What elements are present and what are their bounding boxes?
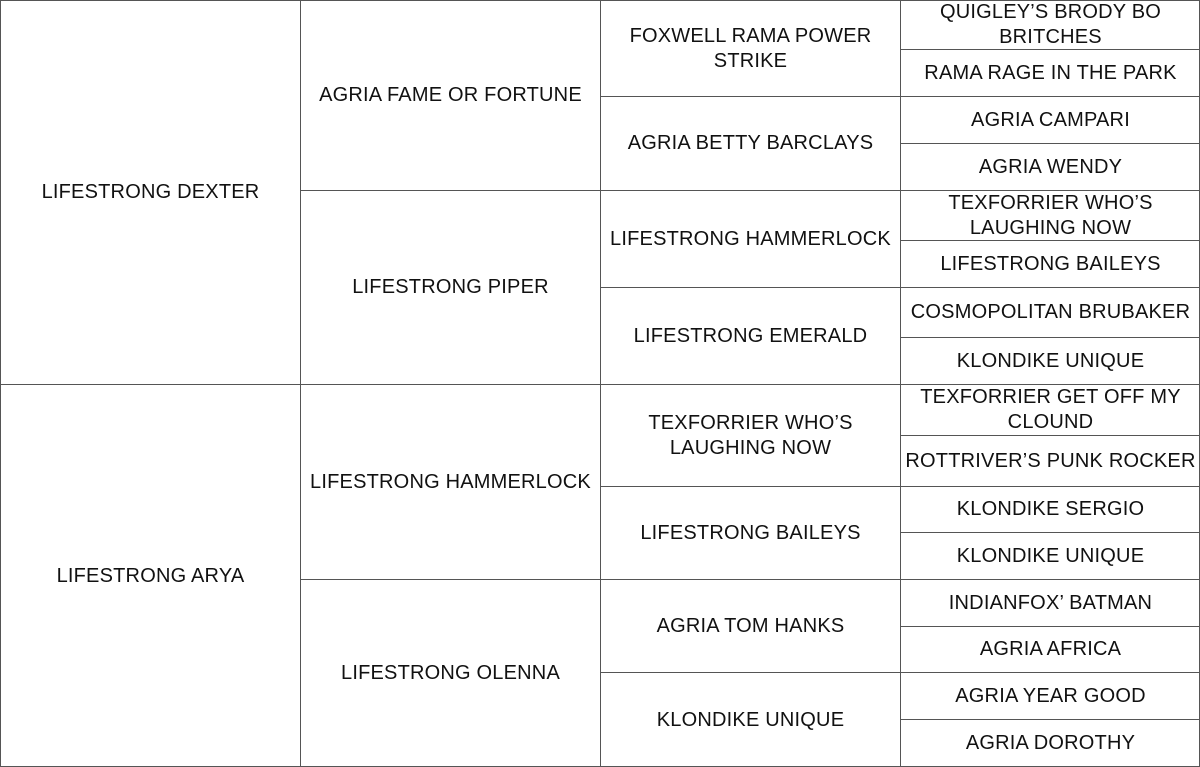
- pedigree-cell-gen4: [900, 435, 1200, 486]
- ancestor-name: KLONDIKE SERGIO: [956, 498, 1145, 520]
- pedigree-cell-gen4: [900, 143, 1200, 190]
- pedigree-cell-gen3: [600, 579, 900, 672]
- pedigree-cell-gen4: [900, 532, 1200, 579]
- ancestor-name: LIFESTRONG EMERALD: [633, 324, 868, 347]
- ancestor-name: LIFESTRONG PIPER: [352, 276, 549, 298]
- ancestor-name: AGRIA FAME OR FORTUNE: [319, 84, 582, 106]
- ancestor-name: LIFESTRONG DEXTER: [41, 181, 260, 203]
- pedigree-cell-gen4: [900, 190, 1200, 240]
- pedigree-cell-gen4: [900, 719, 1200, 767]
- ancestor-name: AGRIA AFRICA: [979, 638, 1122, 660]
- ancestor-name: LIFESTRONG BAILEYS: [940, 252, 1161, 275]
- pedigree-cell-gen4: [900, 626, 1200, 672]
- pedigree-cell-gen1: [0, 0, 300, 384]
- pedigree-cell-gen4: [900, 49, 1200, 96]
- pedigree-cell-gen3: [600, 672, 900, 767]
- ancestor-name: ROTTRIVER’S PUNK ROCKER: [905, 449, 1196, 472]
- ancestor-name: AGRIA BETTY BARCLAYS: [627, 132, 874, 154]
- pedigree-cell-gen3: [600, 384, 900, 486]
- pedigree-cell-gen3: [600, 190, 900, 287]
- ancestor-name: AGRIA CAMPARI: [971, 108, 1130, 131]
- pedigree-cell-gen4: [900, 672, 1200, 719]
- pedigree-cell-gen4: [900, 337, 1200, 384]
- ancestor-name: RAMA RAGE IN THE PARK: [924, 61, 1177, 84]
- pedigree-cell-gen4: [900, 384, 1200, 435]
- pedigree-cell-gen2: [300, 190, 600, 384]
- pedigree-cell-gen2: [300, 384, 600, 579]
- pedigree-cell-gen4: [900, 96, 1200, 143]
- pedigree-cell-gen4: [900, 0, 1200, 49]
- pedigree-cell-gen2: [300, 0, 600, 190]
- pedigree-cell-gen3: [600, 486, 900, 579]
- ancestor-name: COSMOPOLITAN BRUBAKER: [910, 301, 1191, 323]
- ancestor-name: QUIGLEY’S BRODY BO BRITCHES: [939, 1, 1162, 48]
- ancestor-name: LIFESTRONG OLENNA: [341, 662, 560, 684]
- ancestor-name: FOXWELL RAMA POWER STRIKE: [629, 24, 872, 72]
- ancestor-name: LIFESTRONG BAILEYS: [640, 521, 861, 544]
- ancestor-name: KLONDIKE UNIQUE: [956, 544, 1145, 567]
- pedigree-cell-gen3: [600, 96, 900, 190]
- ancestor-name: LIFESTRONG HAMMERLOCK: [610, 227, 891, 250]
- ancestor-name: TEXFORRIER GET OFF MY CLOUND: [920, 386, 1181, 433]
- pedigree-cell-gen4: [900, 240, 1200, 287]
- ancestor-name: TEXFORRIER WHO’S LAUGHING NOW: [648, 411, 853, 459]
- pedigree-cell-gen4: [900, 486, 1200, 532]
- ancestor-name: TEXFORRIER WHO’S LAUGHING NOW: [948, 191, 1153, 239]
- pedigree-cell-gen4: [900, 287, 1200, 337]
- ancestor-name: KLONDIKE UNIQUE: [956, 349, 1145, 372]
- ancestor-name: AGRIA YEAR GOOD: [955, 684, 1146, 707]
- ancestor-name: LIFESTRONG ARYA: [56, 564, 245, 587]
- pedigree-cell-gen1: [0, 384, 300, 767]
- ancestor-name: AGRIA DOROTHY: [965, 732, 1136, 754]
- ancestor-name: INDIANFOX’ BATMAN: [948, 591, 1153, 614]
- pedigree-cell-gen2: [300, 579, 600, 767]
- pedigree-cell-gen3: [600, 0, 900, 96]
- pedigree-cell-gen4: [900, 579, 1200, 626]
- ancestor-name: KLONDIKE UNIQUE: [656, 708, 845, 731]
- pedigree-cell-gen3: [600, 287, 900, 384]
- ancestor-name: AGRIA TOM HANKS: [656, 614, 845, 637]
- ancestor-name: AGRIA WENDY: [978, 155, 1123, 178]
- ancestor-name: LIFESTRONG HAMMERLOCK: [310, 470, 591, 493]
